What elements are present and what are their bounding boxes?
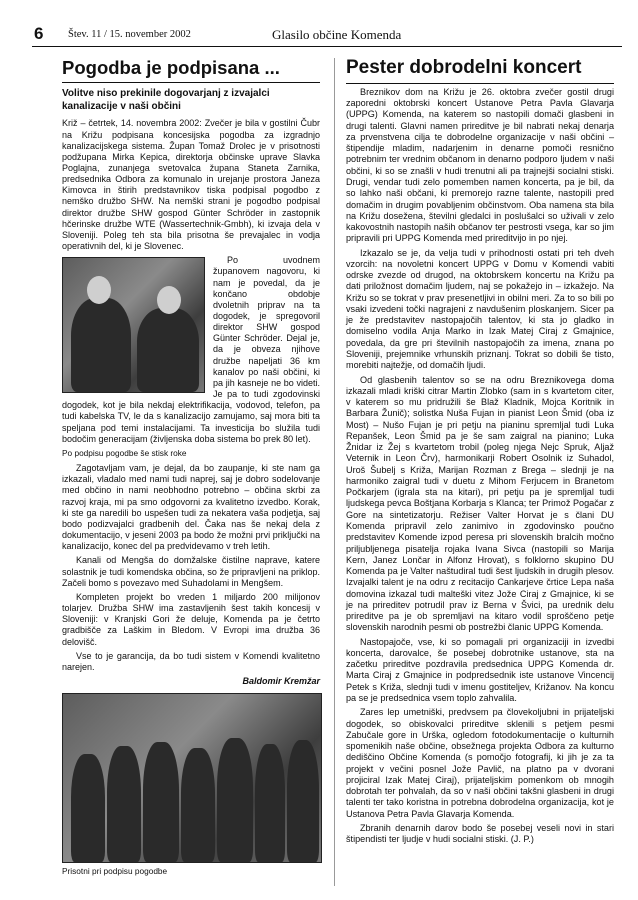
issue-date: Štev. 11 / 15. november 2002 (68, 29, 191, 40)
left-article-title: Pogodba je podpisana ... (62, 58, 320, 83)
newspaper-name: Glasilo občine Komenda (272, 27, 402, 42)
left-article (62, 58, 320, 881)
right-article-title: Pester dobrodelni koncert (346, 58, 614, 84)
article-paragraph: Kompleten projekt bo vreden 1 miljardo 200 milijonov tolarjev. Družba SHW ima zastavljenih šest takih koncesij v Sloveniji: v Kranjski Gori že deluje, Komenda pa je četrto gradbišče za Laškim in Bledom. V Evropi ima družba 36 delovišč. (62, 591, 320, 647)
article-paragraph: Nastopajoče, vse, ki so pomagali pri organizaciji in izvedbi koncerta, darovalce, še posebej dobrotnike ustanove, sta na začetku prireditve pozdravila predsednica UPPG Komenda dr. Marta Ciraj z Gmajnice in podpredsednik iste ustanove Vincencij Petek s Križa, slednji tudi v imenu gostiteljev, Križanov. Na koncu pa se je predsednica vsem toplo zahvalila. (346, 636, 614, 703)
article-paragraph: Zagotavljam vam, je dejal, da bo zaupanje, ki ste nam ga izkazali, vladalo med nami tudi naprej, saj je dobro sodelovanje med občino in nami neobhodno potrebno – občina skrbi za razvoj kraja, mi pa smo odgovorni za kvalitetno izvedbo. Korak, ki ste ga naredili bo uspešen tudi za nekatera vaša podjetja, saj bodo podizvajalci gradbenih del. Čaka nas še nekaj dela z dokumentacijo, v jeseni 2003 pa bodo že možni prvi priključki na kanalizacijo, konec del pa predvidevamo v treh letih. (62, 463, 320, 552)
column-divider (334, 58, 335, 886)
article-paragraph: Križ – četrtek, 14. novembra 2002: Zvečer je bila v gostilni Čubr na Križu podpisana koncesijska pogodba za izgradnjo kanalizacijskega sistema. Župan Tomaž Drolec je v prisotnosti podžupana Mirka Kepica, direktorja občinske uprave Slavka Poglajna, zunanjega svetovalca župana Staneta Zarnika, predsednika Odbora za komunalo in urejanje prostora Janeza Kimovca in štirih predstavnikov tiska podpisal pogodbo z nemško družbo SHW. Na nemški strani je pogodbo podpisal direktor družbe SHW gospod Günter Schröder in zastopnik hčerinske družbe WTE (Wassertechnik-Gmbh), ki izvaja dela v Sloveniji. Poleg teh sta bila prisotna še prevajalec in vodja operativnih del, ki je Slovenec. (62, 118, 320, 252)
author-signature: Baldomir Kremžar (242, 675, 320, 686)
article-paragraph: Po uvodnem županovem nagovoru, ki nam je povedal, da je končano obdobje dvoletnih priprav na ta dogodek, je spregovoril direktor SHW gospod Günter Schröder. Dejal je, da je obveza njihove družbe napeljati 36 km kanalov po naši občini, ki pa jih kasneje ne bo videti. Je pa to tudi zgodovinski dogodek, kot je bila nekdaj elektrifikacija, vodovod, telefon, pa tudi kabelska TV, le da s kanalizacijo zamujamo, saj mora biti ta speljana pod temi instalacijami. Ta investicija bo služila tudi bodočim generacijam (življenska doba sistema bo prek 80 let). (62, 255, 320, 444)
article-paragraph: Zbranih denarnih darov bodo še posebej veseli novi in stari štipendisti ter ljudje v hudi socialni stiski. (J. P.) (346, 822, 614, 845)
article-paragraph: Vse to je garancija, da bo tudi sistem v Komendi kvalitetno narejen. (62, 650, 320, 672)
left-article-subtitle: Volitve niso prekinile dogovarjanj z izvajalci kanalizacije v naši občini (62, 88, 270, 113)
article-paragraph: Breznikov dom na Križu je 26. oktobra zvečer gostil drugi zaporedni oktobrski koncert Ustanove Petra Pavla Glavarja (UPPG) Komenda, na katerem so nastopili domači glasbeni in drugi talenti. Glavni namen prireditve je bil nabrati nekaj denarja za prvenstvena cilja te dobrodelne organizacije v naši občini – štipendije mladim, nadarjenim in denarne pomoči resnično potrebnim ter vrednim občanom in denarno podporo ljudem v naši občini, ki so se znašli v hudi trenutni ali pa trajnejši socialni stiski. Drugi, vendar tudi zelo pomemben namen koncerta, pa je bil, da so lahko naši občani, ki premorejo razne talente, nastopili pred domačim in drugim povabljenim občinstvom. Oba namena sta bila na Križu dosežena, številni gledalci in poslušalci so uživali v zelo kakovostnih nastopih naših občanov ter pestrosti vsega, kar so jim pripravili pri UPPG Komenda med prireditvijo in po njej. (346, 86, 614, 244)
photo-caption-handshake: Po podpisu pogodbe še stisk roke (62, 447, 187, 458)
page-number: 6 (34, 24, 44, 43)
photo-caption-group: Prisotni pri podpisu pogodbe (62, 866, 168, 877)
article-paragraph: Izkazalo se je, da velja tudi v prihodnosti ostati pri teh dveh vzorcih: na novoletni koncert UPPG v Domu v Komendi vabiti odrske zvezde od drugod, na oktobrskem koncertu na Križu pa dati priložnost domačim ljudem, naj se pokažejo in – izkažejo. Na Križu so se tokrat v prav presenetljivi in obilni meri. Za to so bili po vsaki izvedeni točki nagrajeni z navdušenim ploskanjem. Sicer pa je že predstavitev nastopajočih talentov, ki sta jo gladko in domiselno vodila Anja Marko in Izak Matej Ciraj z Gmajnice, povedala, da gre pri številnih nastopajočih za imena, znana po Sloveniji, prejemnike vrhunskih priznanj. Tokrat so dobili še tisto, morebiti najtežje, od domačih ljudi. (346, 247, 614, 371)
handshake-photo (62, 257, 205, 393)
article-paragraph: Od glasbenih talentov so se na odru Breznikovega doma izkazali mladi kriški citrar Martin Zlobko (sam in s kvartetom citer, v katerem so mu pridružili še Blaž Kladnik, Mojca Koritnik in Barbara Žunič); solistka Nuša Fujan in pianist Leon Šmid (oba iz Most) – Nušo Fujan je pri petju na pianinu spremljal tudi Luka Repanšek, Leon Šmid pa je še sam zaigral na pianino; Luka Žnidar iz Žej s kvartetom trobil (poleg njega Nejc Spruk, Aljaž Veternik in Leon Črv), harmonikarji Robert Osolnik iz Suhadol, Uroš Šubelj s Križa, Marijan Rozman z Brega – slednji je na harmoniko zaigral tudi v duetu z Mihom Ferjucem in Branetom Počkarjem (igrala sta na kitari), pri petju pa je spremljal tudi ljudskega pevca Boštjana Korbarja s Klanca; ter Primož Pogačar z Gore na sintetizatorju. Režiser Valter Horvat je s člani DU Komenda pripravil zelo zanimivo in zgodovinsko poučno predstavitev Komende izpod peresa pri slovenskih bralcih močno priljubljenega pisatelja rojaka Ivana Sivca (nastopili so Marija Kern, Janez Lončar in Alfonz Hrovat), s folklorno skupino DU Komenda pa je Valter naštudiral tudi šest ljudskih in drugih plesov. Izvajalki talent je na odru z recitacijo Cankarjeve črtice Lepa naša domovina izkazal tudi malteški vitez Jože Ciraj z Gmajnice, ki se je na prireditev potrudil prav iz Berna v Švici, pa urednik delu prireditve pa je ob spremljavi na kitaro vodil sproščeno petje slovenskih narodnih pesmi ob postrežbi članic UPPG Komenda. (346, 374, 614, 633)
right-article (346, 58, 614, 848)
article-paragraph: Zares lep umetniški, predvsem pa človekoljubni in prijateljski dogodek, so obiskovalci prireditve sklenili s petjem pesmi Zabučale gore in Urška, ogledom fotodokumentacije o kulturnih spomenikih naše občine, obsežnega projekta Odbora za kulturno dediščino Občine Komenda (s pomočjo fotografij, ki jih je za ta projekt v večini posnel Jože Pavlič, na platno pa v dvorani projiciral Izak Matej Ciraj), prijateljskim pomenkom ob mnogih dobrotah ter pohvalah, da so v naši občini takšni glasbeni in drugi talenti ter tako koristna in potrebna dobrodelna organizacija, kot je Ustanova Petra Pavla Glavarja Komenda. (346, 707, 614, 819)
group-photo (62, 693, 322, 863)
page-header (32, 24, 622, 47)
article-paragraph: Kanali od Mengša do domžalske čistilne naprave, katere solastnik je tudi komendska občina, so že pripravljeni na priklop. Začeli bomo s povezavo med Suhadolami in Mengšem. (62, 555, 320, 588)
